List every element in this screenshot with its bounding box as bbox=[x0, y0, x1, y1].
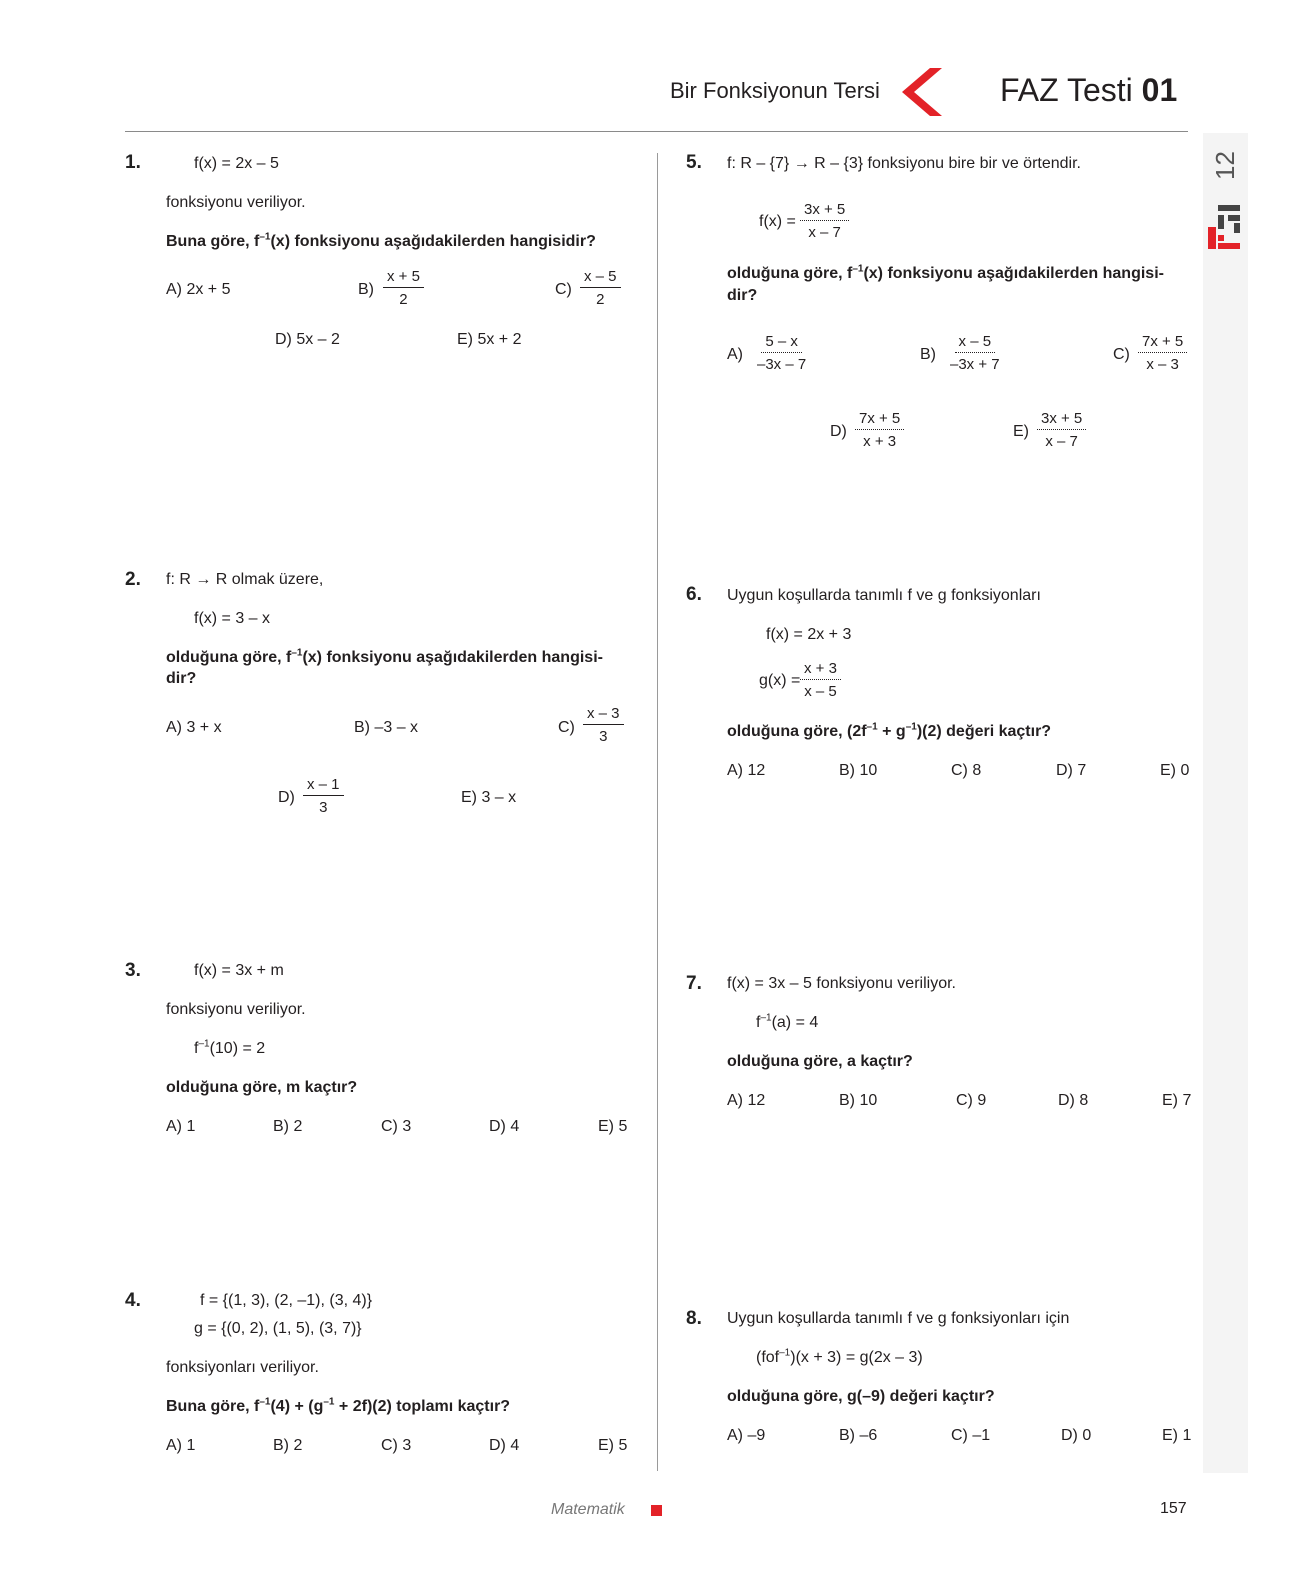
option-b[interactable]: B) 2 bbox=[273, 1118, 303, 1135]
option-e[interactable]: E) 5 bbox=[598, 1437, 628, 1454]
question-text: f(x) = 3x – 5 fonksiyonu veriliyor. bbox=[727, 975, 956, 992]
column-divider bbox=[657, 153, 658, 1471]
grade-side-tab bbox=[1203, 133, 1248, 1473]
question-text: f: R → R olmak üzere, bbox=[166, 571, 324, 588]
option-a[interactable]: A) 12 bbox=[727, 762, 766, 779]
option-b[interactable]: B) bbox=[920, 346, 936, 363]
option-e[interactable]: E) bbox=[1013, 423, 1029, 440]
option-b-fraction: $\frac{x + 5}{2}$ bbox=[383, 269, 424, 307]
option-b[interactable]: B) 10 bbox=[839, 762, 878, 779]
option-e[interactable]: E) 7 bbox=[1162, 1092, 1192, 1109]
question-prompt: Buna göre, $f^{-1}(4) + (g^{-1} + 2f)(2)$ toplamı kaçtır? bbox=[166, 1396, 511, 1415]
option-c[interactable]: C) bbox=[555, 281, 572, 298]
option-d[interactable]: D) 5x – 2 bbox=[275, 331, 340, 348]
question-number: 7. bbox=[686, 973, 702, 994]
grade-number: 12 bbox=[1210, 151, 1240, 180]
option-c[interactable]: C) bbox=[1113, 346, 1130, 363]
footer-subject: Matematik bbox=[551, 1501, 625, 1518]
option-b-fraction: $\frac{x - 5}{-3x + 7}$ bbox=[950, 333, 1000, 373]
function-label: f(x) = bbox=[759, 213, 796, 230]
question-prompt: olduğuna göre, $(2f^{-1} + g^{-1})(2)$ değeri kaçtır? bbox=[727, 721, 1052, 740]
question-prompt: olduğuna göre, $f^{-1}(x)$ fonksiyonu aşağıdakilerden hangisi- bbox=[166, 647, 603, 666]
option-c-fraction: $\frac{7x + 5}{x - 3}$ bbox=[1138, 334, 1187, 372]
question-number: 6. bbox=[686, 584, 702, 605]
option-c[interactable]: C) 3 bbox=[381, 1437, 412, 1454]
question-prompt: olduğuna göre, $f^{-1}(x)$ fonksiyonu aşağıdakilerden hangisi- bbox=[727, 263, 1164, 282]
question-prompt: olduğuna göre, m kaçtır? bbox=[166, 1079, 358, 1096]
option-d-fraction: $\frac{x - 1}{3}$ bbox=[303, 777, 344, 815]
function-definition: f(x) = 3x + m bbox=[194, 962, 284, 979]
option-a[interactable]: A) bbox=[727, 346, 743, 363]
question-number: 4. bbox=[125, 1290, 141, 1311]
option-d[interactable]: D) 4 bbox=[489, 1118, 520, 1135]
option-d-fraction: $\frac{7x + 5}{x + 3}$ bbox=[855, 411, 904, 449]
option-e[interactable]: E) 5x + 2 bbox=[457, 331, 522, 348]
question-number: 5. bbox=[686, 152, 702, 173]
option-a[interactable]: A) 1 bbox=[166, 1437, 196, 1454]
question-number: 1. bbox=[125, 152, 141, 173]
option-d[interactable]: D) 7 bbox=[1056, 762, 1087, 779]
question-text: fonksiyonu veriliyor. bbox=[166, 194, 306, 211]
option-d[interactable]: D) 8 bbox=[1058, 1092, 1089, 1109]
option-b[interactable]: B) bbox=[358, 281, 374, 298]
option-d[interactable]: D) 4 bbox=[489, 1437, 520, 1454]
option-b[interactable]: B) 2 bbox=[273, 1437, 303, 1454]
footer-square-icon bbox=[651, 1505, 662, 1516]
test-title bbox=[1000, 72, 1177, 109]
option-a-fraction: $\frac{5 - x}{-3x - 7}$ bbox=[757, 333, 807, 373]
option-c[interactable]: C) bbox=[558, 719, 575, 736]
option-c[interactable]: C) –1 bbox=[951, 1427, 991, 1444]
option-d[interactable]: D) bbox=[278, 789, 295, 806]
question-prompt-continued: dir? bbox=[166, 670, 197, 687]
question-text: fonksiyonu veriliyor. bbox=[166, 1001, 306, 1018]
function-definition: f(x) = 3 – x bbox=[194, 610, 271, 627]
f-definition: f(x) = 2x + 3 bbox=[766, 626, 852, 643]
option-c[interactable]: C) 8 bbox=[951, 762, 982, 779]
option-c-fraction: $\frac{x - 3}{3}$ bbox=[583, 706, 624, 744]
option-e[interactable]: E) 5 bbox=[598, 1118, 628, 1135]
option-b[interactable]: B) –3 – x bbox=[354, 719, 419, 736]
question-number: 3. bbox=[125, 960, 141, 981]
given-condition: (fof$^{-1}$)(x + 3) = g(2x – 3) bbox=[756, 1347, 923, 1366]
question-text: fonksiyonları veriliyor. bbox=[166, 1359, 319, 1376]
option-e-fraction: $\frac{3x + 5}{x - 7}$ bbox=[1037, 411, 1086, 449]
function-fraction: $\frac{3x + 5}{x - 7}$ bbox=[800, 202, 849, 240]
question-text: Uygun koşullarda tanımlı f ve g fonksiyonları için bbox=[727, 1310, 1070, 1327]
option-c[interactable]: C) 3 bbox=[381, 1118, 412, 1135]
option-b[interactable]: B) –6 bbox=[839, 1427, 878, 1444]
option-a[interactable]: A) 1 bbox=[166, 1118, 196, 1135]
section-subtitle: Bir Fonksiyonun Tersi bbox=[670, 78, 880, 103]
page-number: 157 bbox=[1160, 1500, 1187, 1517]
f-set: f = {(1, 3), (2, –1), (3, 4)} bbox=[200, 1292, 373, 1309]
question-prompt: olduğuna göre, a kaçtır? bbox=[727, 1053, 913, 1070]
option-d[interactable]: D) 0 bbox=[1061, 1427, 1092, 1444]
option-d[interactable]: D) bbox=[830, 423, 847, 440]
given-condition: $f^{-1}(a) = 4$ bbox=[756, 1012, 819, 1031]
question-prompt-continued: dir? bbox=[727, 287, 758, 304]
publisher-logo-icon bbox=[1208, 205, 1242, 249]
test-title-prefix: FAZ Testi bbox=[1000, 72, 1133, 108]
option-a[interactable]: A) 12 bbox=[727, 1092, 766, 1109]
option-a[interactable]: A) 3 + x bbox=[166, 719, 222, 736]
test-number: 01 bbox=[1141, 72, 1178, 108]
option-e[interactable]: E) 1 bbox=[1162, 1427, 1192, 1444]
option-a[interactable]: A) –9 bbox=[727, 1427, 766, 1444]
red-chevron-icon bbox=[902, 68, 942, 116]
header-divider bbox=[125, 131, 1188, 132]
option-a[interactable]: A) 2x + 5 bbox=[166, 281, 231, 298]
question-text: f: R – {7} → R – {3} fonksiyonu bire bir ve örtendir. bbox=[727, 155, 1081, 172]
question-prompt: olduğuna göre, g(–9) değeri kaçtır? bbox=[727, 1388, 995, 1405]
g-fraction: $\frac{x + 3}{x - 5}$ bbox=[800, 661, 841, 699]
given-condition: $f^{-1}(10) = 2$ bbox=[194, 1038, 266, 1057]
function-definition: f(x) = 2x – 5 bbox=[194, 155, 279, 172]
option-c[interactable]: C) 9 bbox=[956, 1092, 987, 1109]
option-b[interactable]: B) 10 bbox=[839, 1092, 878, 1109]
g-set: g = {(0, 2), (1, 5), (3, 7)} bbox=[194, 1320, 362, 1337]
option-c-fraction: $\frac{x - 5}{2}$ bbox=[580, 269, 621, 307]
g-label: g(x) = bbox=[759, 672, 801, 689]
option-e[interactable]: E) 0 bbox=[1160, 762, 1190, 779]
option-e[interactable]: E) 3 – x bbox=[461, 789, 517, 806]
question-number: 2. bbox=[125, 569, 141, 590]
question-number: 8. bbox=[686, 1308, 702, 1329]
question-prompt: Buna göre, $f^{-1}(x)$ fonksiyonu aşağıdakilerden hangisidir? bbox=[166, 231, 596, 250]
question-text: Uygun koşullarda tanımlı f ve g fonksiyonları bbox=[727, 587, 1041, 604]
